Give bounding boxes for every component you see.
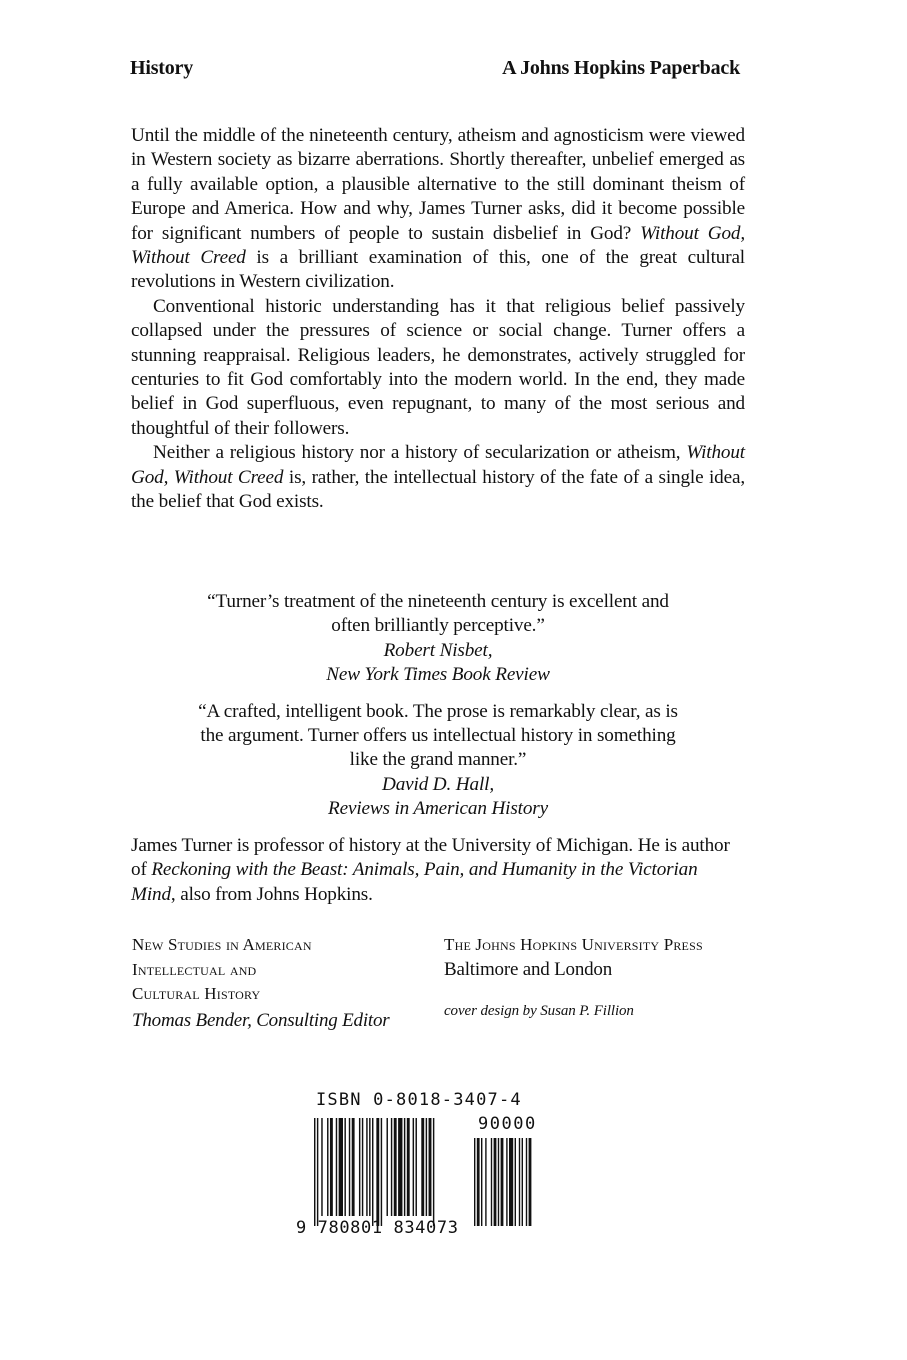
cover-design-credit: cover design by Susan P. Fillion	[444, 1003, 634, 1020]
blurb-text: Neither a religious history nor a history of secularization or atheism,	[153, 442, 687, 464]
book-title: Without God, Without Creed	[131, 222, 745, 269]
author-bio	[131, 834, 745, 907]
addon-bar	[519, 1138, 520, 1226]
barcode-bar	[339, 1118, 343, 1216]
quote-line: “A crafted, intelligent book. The prose is remarkably clear, as is	[198, 700, 678, 722]
barcode-bar	[359, 1118, 360, 1216]
barcode-bar	[387, 1118, 388, 1216]
addon-bar	[485, 1138, 486, 1226]
barcode-bar	[369, 1118, 370, 1216]
series-name-line: Cultural History	[132, 984, 261, 1004]
barcode-bar	[349, 1118, 350, 1216]
quote-author: Robert Nisbet,	[383, 639, 493, 661]
publisher-city: Baltimore and London	[444, 958, 613, 980]
review-quote-1	[131, 590, 745, 688]
barcode-bar	[314, 1118, 315, 1226]
addon-bar	[477, 1138, 480, 1226]
barcode-bar	[381, 1118, 382, 1226]
quote-author: David D. Hall,	[382, 773, 494, 795]
quote-line: “Turner’s treatment of the nineteenth century is excellent and	[207, 591, 669, 612]
barcode-bar	[398, 1118, 402, 1216]
bio-text: , also from Johns Hopkins.	[170, 883, 373, 905]
addon-bar	[491, 1138, 492, 1226]
series-info	[132, 933, 432, 1033]
ean-bars	[314, 1118, 434, 1226]
quote-source: Reviews in American History	[328, 798, 548, 820]
review-quotes	[131, 590, 745, 834]
barcode-bar	[376, 1118, 379, 1226]
isbn-number: ISBN 0-8018-3407-4	[316, 1090, 522, 1110]
publisher-name: The Johns Hopkins University Press	[444, 935, 703, 954]
blurb-paragraph-2: Conventional historic understanding has it that religious belief passively collapsed under the pressures of science or social change. Turner offers a stunning reappraisal. Religious leaders, he demonstrates, actively struggled for centuries to fit God comfortably into the modern world. In the end, they made belief in God superfluous, even repugnant, to many of the most serious and thoughtful of their followers.	[131, 295, 745, 439]
addon-bar	[515, 1138, 516, 1226]
quote-line: often brilliantly perceptive.”	[331, 615, 545, 637]
barcode-bar	[426, 1118, 427, 1216]
barcode-bar	[317, 1118, 318, 1226]
addon-bar	[526, 1138, 527, 1226]
quote-line: the argument. Turner offers us intellectual history in something	[200, 725, 676, 747]
barcode-bar	[433, 1118, 434, 1226]
addon-price-code: 90000	[478, 1114, 537, 1134]
quote-source: New York Times Book Review	[326, 664, 550, 686]
series-editor: Thomas Bender, Consulting Editor	[132, 1009, 390, 1031]
addon-bar	[522, 1138, 523, 1226]
isbn-barcode	[296, 1090, 560, 1250]
imprint-label: A Johns Hopkins Paperback	[502, 57, 740, 79]
barcode-bar	[352, 1118, 355, 1216]
barcode-bar	[336, 1118, 337, 1216]
addon-bar	[529, 1138, 532, 1226]
barcode-bar	[407, 1118, 410, 1216]
book-title: Without God, Without Creed	[131, 442, 745, 488]
bio-text: James Turner is professor of history at the University of Michigan. He is author of	[131, 835, 730, 881]
blurb-paragraph-1	[131, 124, 745, 295]
addon-bar	[481, 1138, 482, 1226]
addon-bars	[474, 1138, 531, 1226]
bio-paragraph	[131, 834, 745, 907]
barcode-bar	[394, 1118, 397, 1216]
barcode-bar	[330, 1118, 333, 1216]
category-label: History	[130, 57, 194, 79]
addon-bar	[509, 1138, 513, 1226]
barcode-bar	[413, 1118, 414, 1216]
barcode-bar	[421, 1118, 424, 1216]
blurb-text: is a brilliant examination of this, one of the great cultural revolutions in Western civilization.	[131, 247, 745, 293]
addon-bar	[498, 1138, 499, 1226]
addon-bar	[494, 1138, 497, 1226]
barcode-bar	[404, 1118, 405, 1216]
description-blurb	[131, 124, 745, 515]
barcode-bar	[366, 1118, 367, 1216]
barcode-bar	[327, 1118, 328, 1216]
publisher-info	[444, 933, 784, 1024]
barcode-bar	[416, 1118, 417, 1216]
blurb-text: is, rather, the intellectual history of the fate of a single idea, the belief that God exists.	[131, 466, 745, 513]
other-book-title: Reckoning with the Beast: Animals, Pain, and Humanity in the Victorian Mind	[131, 859, 698, 905]
barcode-bar	[362, 1118, 363, 1216]
addon-bar	[506, 1138, 507, 1226]
addon-bar	[501, 1138, 504, 1226]
barcode-bar	[344, 1118, 345, 1216]
ean-number: 9 780801 834073	[296, 1218, 459, 1238]
blurb-text: Until the middle of the nineteenth century, atheism and agnosticism were viewed in Western society as bizarre aberrations. Shortly thereafter, unbelief emerged as a fully available option, a plausible alternative to the still dominant theism of Europe and America. How and why, James Turner asks, did it become possible for significant numbers of people to sustain disbelief in God?	[131, 125, 745, 244]
barcode-bar	[391, 1118, 392, 1216]
series-name-line: New Studies in American	[132, 935, 312, 954]
barcode-bar	[372, 1118, 373, 1226]
series-name-line: Intellectual and	[132, 959, 257, 979]
barcode-bar	[429, 1118, 432, 1216]
barcode-bar	[321, 1118, 322, 1216]
blurb-paragraph-3	[131, 441, 745, 514]
review-quote-2	[131, 700, 745, 822]
addon-bar	[474, 1138, 475, 1226]
quote-line: like the grand manner.”	[349, 749, 527, 771]
